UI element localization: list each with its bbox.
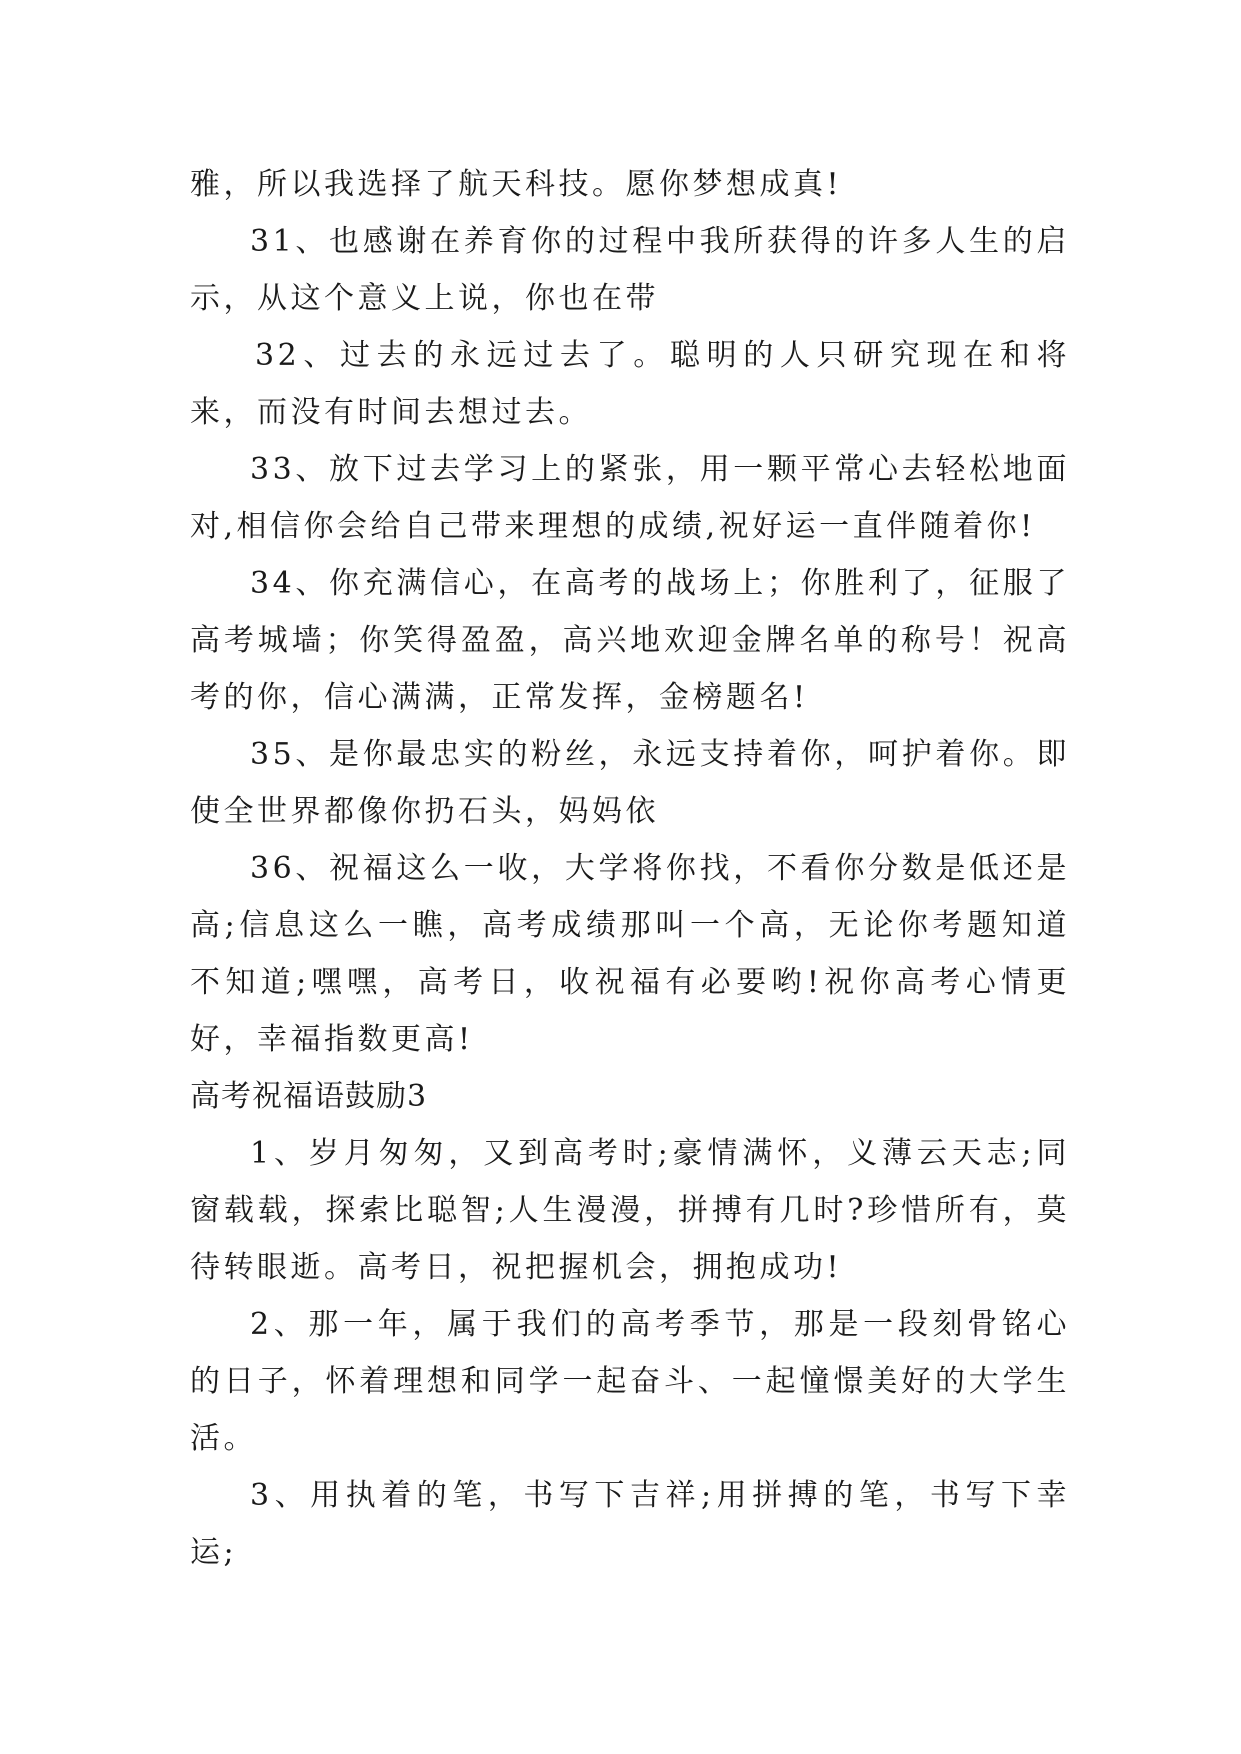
paragraph-33: 33、放下过去学习上的紧张，用一颗平常心去轻松地面对,相信你会给自己带来理想的成绩,祝好运一直伴随着你! <box>190 452 1070 544</box>
section-paragraph-2: 2、那一年，属于我们的高考季节，那是一段刻骨铭心的日子，怀着理想和同学一起奋斗、一起憧憬美好的大学生活。 <box>190 1307 1070 1456</box>
paragraph-31: 31、也感谢在养育你的过程中我所获得的许多人生的启示，从这个意义上说，你也在带 <box>190 224 1070 316</box>
paragraph-continuation: 雅，所以我选择了航天科技。愿你梦想成真! <box>190 167 843 202</box>
paragraph-32: 32、过去的永远过去了。聪明的人只研究现在和将来，而没有时间去想过去。 <box>190 338 1070 430</box>
section-heading: 高考祝福语鼓励3 <box>190 1079 428 1114</box>
paragraph-35: 35、是你最忠实的粉丝，永远支持着你，呵护着你。即使全世界都像你扔石头，妈妈依 <box>190 737 1070 829</box>
document-body <box>190 156 1070 1581</box>
paragraph-36: 36、祝福这么一收，大学将你找，不看你分数是低还是高;信息这么一瞧，高考成绩那叫一个高，无论你考题知道不知道;嘿嘿，高考日，收祝福有必要哟!祝你高考心情更好，幸福指数更高! <box>190 851 1070 1057</box>
section-paragraph-1: 1、岁月匆匆，又到高考时;豪情满怀，义薄云天志;同窗载载，探索比聪智;人生漫漫，拼搏有几时?珍惜所有，莫待转眼逝。高考日，祝把握机会，拥抱成功! <box>190 1136 1070 1285</box>
paragraph-34: 34、你充满信心，在高考的战场上；你胜利了，征服了高考城墙；你笑得盈盈，高兴地欢迎金牌名单的称号！祝高考的你，信心满满，正常发挥，金榜题名! <box>190 566 1070 715</box>
section-paragraph-3: 3、用执着的笔，书写下吉祥;用拼搏的笔，书写下幸运; <box>190 1478 1070 1570</box>
